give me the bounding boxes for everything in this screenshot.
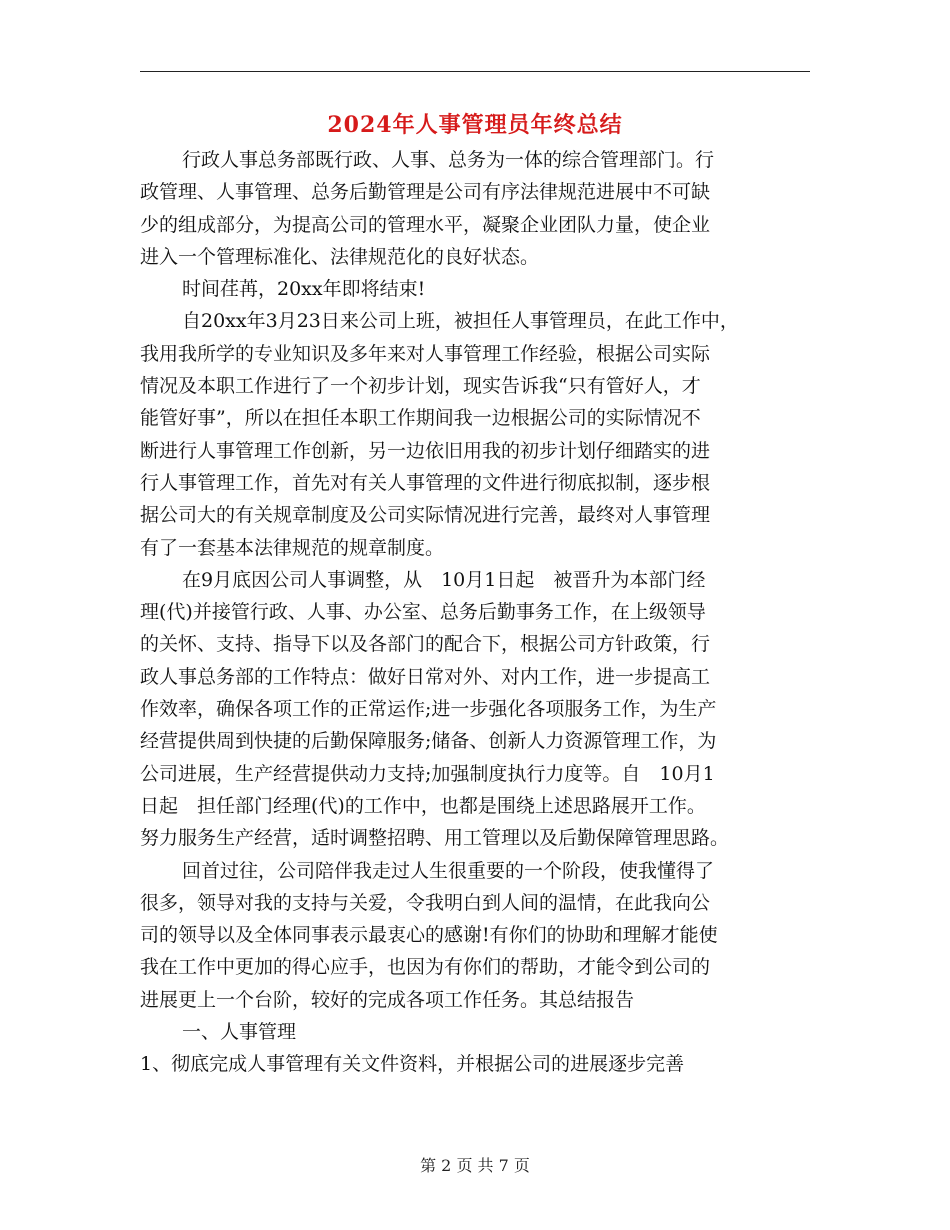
header-rule <box>140 71 810 72</box>
paragraph-line: 的关怀、支持、指导下以及各部门的配合下，根据公司方针政策，行 <box>140 633 711 656</box>
paragraph-line: 断进行人事管理工作创新，另一边依旧用我的初步计划仔细踏实的进 <box>140 439 711 462</box>
paragraph-line: 有了一套基本法律规范的规章制度。 <box>140 536 445 559</box>
paragraph-line: 时间荏苒，20xx年即将结束! <box>182 278 426 301</box>
paragraph-line: 回首过往，公司陪伴我走过人生很重要的一个阶段，使我懂得了 <box>182 859 715 882</box>
page-number: 第 2 页 共 7 页 <box>420 1156 530 1175</box>
paragraph-line: 很多，领导对我的支持与关爱，令我明白到人间的温情，在此我向公 <box>140 891 711 914</box>
paragraph-line: 我在工作中更加的得心应手，也因为有你们的帮助，才能令到公司的 <box>140 956 711 979</box>
paragraph-line: 日起 担任部门经理(代)的工作中，也都是围绕上述思路展开工作。 <box>140 794 706 817</box>
paragraph-line: 努力服务生产经营，适时调整招聘、用工管理以及后勤保障管理思路。 <box>140 827 730 850</box>
paragraph-line: 自20xx年3月23日来公司上班，被担任人事管理员，在此工作中， <box>182 310 739 333</box>
paragraph-line: 进展更上一个台阶，较好的完成各项工作任务。其总结报告 <box>140 988 635 1011</box>
section-heading: 一、人事管理 <box>182 1021 297 1044</box>
paragraph-line: 政人事总务部的工作特点：做好日常对外、对内工作，进一步提高工 <box>140 665 711 688</box>
paragraph-line: 公司进展，生产经营提供动力支持;加强制度执行力度等。自 10月1 <box>140 762 715 785</box>
paragraph-line: 经营提供周到快捷的后勤保障服务;储备、创新人力资源管理工作，为 <box>140 730 717 753</box>
paragraph-line: 少的组成部分，为提高公司的管理水平，凝聚企业团队力量，使企业 <box>140 213 711 236</box>
paragraph-line: 行政人事总务部既行政、人事、总务为一体的综合管理部门。行 <box>182 149 715 171</box>
paragraph-line: 在9月底因公司人事调整，从 10月1日起 被晋升为本部门经 <box>182 568 706 591</box>
paragraph-line: 作效率，确保各项工作的正常运作;进一步强化各项服务工作，为生产 <box>140 698 717 721</box>
paragraph-line: 政管理、人事管理、总务后勤管理是公司有序法律规范进展中不可缺 <box>140 181 711 204</box>
paragraph-line: 进入一个管理标准化、法律规范化的良好状态。 <box>140 245 540 268</box>
paragraph-line: 能管好事”，所以在担任本职工作期间我一边根据公司的实际情况不 <box>140 407 701 430</box>
paragraph-line: 理(代)并接管行政、人事、办公室、总务后勤事务工作，在上级领导 <box>140 601 706 624</box>
paragraph-line: 司的领导以及全体同事表示最衷心的感谢!有你们的协助和理解才能使 <box>140 924 718 947</box>
paragraph-line: 我用我所学的专业知识及多年来对人事管理工作经验，根据公司实际 <box>140 342 711 365</box>
paragraph-line: 据公司大的有关规章制度及公司实际情况进行完善，最终对人事管理 <box>140 504 711 527</box>
document-body <box>140 144 810 1081</box>
paragraph-line: 行人事管理工作，首先对有关人事管理的文件进行彻底拟制，逐步根 <box>140 471 711 494</box>
document-title: 2024年人事管理员年终总结 <box>327 112 623 138</box>
paragraph-line: 情况及本职工作进行了一个初步计划，现实告诉我“只有管好人，才 <box>140 375 701 398</box>
paragraph-line: 1、彻底完成人事管理有关文件资料，并根据公司的进展逐步完善 <box>140 1053 685 1076</box>
